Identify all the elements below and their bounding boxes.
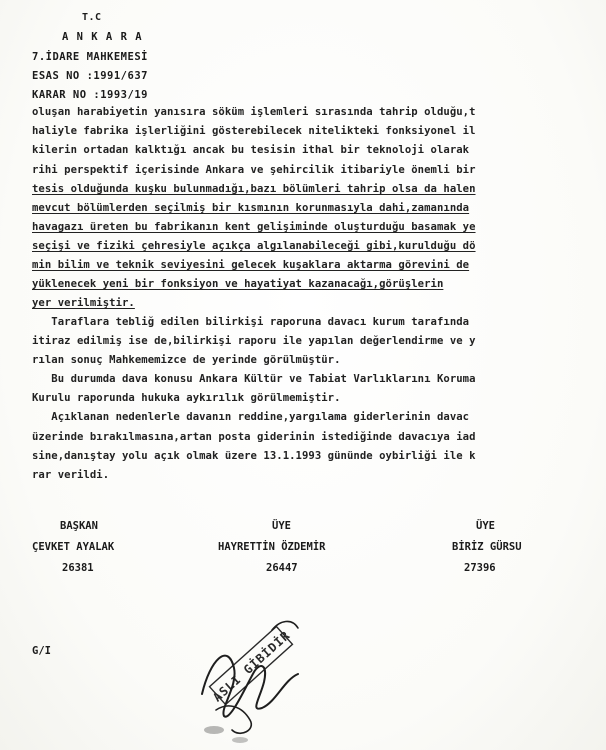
body-line: Kurulu raporunda hukuka aykırılık görülmemiştir.: [32, 392, 341, 404]
signature-number: 27396: [464, 562, 496, 574]
body-line: sine,danıştay yolu açık olmak üzere 13.1.1993 gününde oybirliği ile k: [32, 450, 476, 462]
header-city: A N K A R A: [62, 31, 143, 43]
body-line: oluşan harabiyetin yanısıra söküm işlemleri sırasında tahrip olduğu,t: [32, 106, 476, 118]
footer-code: G/I: [32, 645, 51, 657]
body-line: mevcut bölümlerden seçilmiş bir kısmının korunmasıyla dahi,zamanında: [32, 202, 470, 214]
signature-name: BİRİZ GÜRSU: [452, 541, 522, 553]
body-line: itiraz edilmiş ise de,bilirkişi raporu ile yapılan değerlendirme ve y: [32, 335, 476, 347]
body-line: tesis olduğunda kuşku bulunmadığı,bazı bölümleri tahrip olsa da halen: [32, 183, 476, 195]
header-court: 7.İDARE MAHKEMESİ: [32, 51, 148, 63]
body-line: seçişi ve fiziki çehresiyle açıkça algılanabileceği gibi,kurulduğu dö: [32, 240, 476, 252]
body-line: üzerinde bırakılmasına,artan posta giderinin istediğinde davacıya iad: [32, 431, 476, 443]
header-karar-no: KARAR NO :1993/19: [32, 89, 148, 101]
header-esas-no: ESAS NO :1991/637: [32, 70, 148, 82]
signature-role: BAŞKAN: [60, 520, 98, 532]
signature-role: ÜYE: [476, 520, 495, 532]
signature-number: 26381: [62, 562, 94, 574]
body-line: yüklenecek yeni bir fonksiyon ve hayatiyat kazanacağı,görüşlerin: [32, 278, 444, 290]
body-line: Bu durumda dava konusu Ankara Kültür ve Tabiat Varlıklarını Koruma: [32, 373, 476, 385]
body-line: rar verildi.: [32, 469, 110, 481]
body-line: rılan sonuç Mahkememizce de yerinde görülmüştür.: [32, 354, 341, 366]
signature-name: HAYRETTİN ÖZDEMİR: [218, 541, 326, 553]
body-line: haliyle fabrika işlerliğini gösterebilecek nitelikteki fonksiyonel il: [32, 125, 476, 137]
body-line: Açıklanan nedenlerle davanın reddine,yargılama giderlerinin davac: [32, 411, 470, 423]
official-stamp-signature: [180, 590, 330, 750]
body-line: Taraflara tebliğ edilen bilirkişi raporuna davacı kurum tarafında: [32, 316, 470, 328]
body-line: rihi perspektif içerisinde Ankara ve şehircilik itibariyle önemli bir: [32, 164, 476, 176]
header-tc: T.C: [82, 12, 102, 23]
body-line: yer verilmiştir.: [32, 297, 135, 309]
body-line: min bilim ve teknik seviyesini gelecek kuşaklara aktarma görevini de: [32, 259, 470, 271]
signature-name: ÇEVKET AYALAK: [32, 541, 115, 553]
svg-text:ASLI GİBİDİR: ASLI GİBİDİR: [210, 628, 294, 705]
body-line: kilerin ortadan kalktığı ancak bu tesisin ithal bir teknoloji olarak: [32, 144, 470, 156]
signature-role: ÜYE: [272, 520, 291, 532]
body-line: havagazı üreten bu fabrikanın kent gelişiminde oluşturduğu basamak ye: [32, 221, 476, 233]
signature-number: 26447: [266, 562, 298, 574]
